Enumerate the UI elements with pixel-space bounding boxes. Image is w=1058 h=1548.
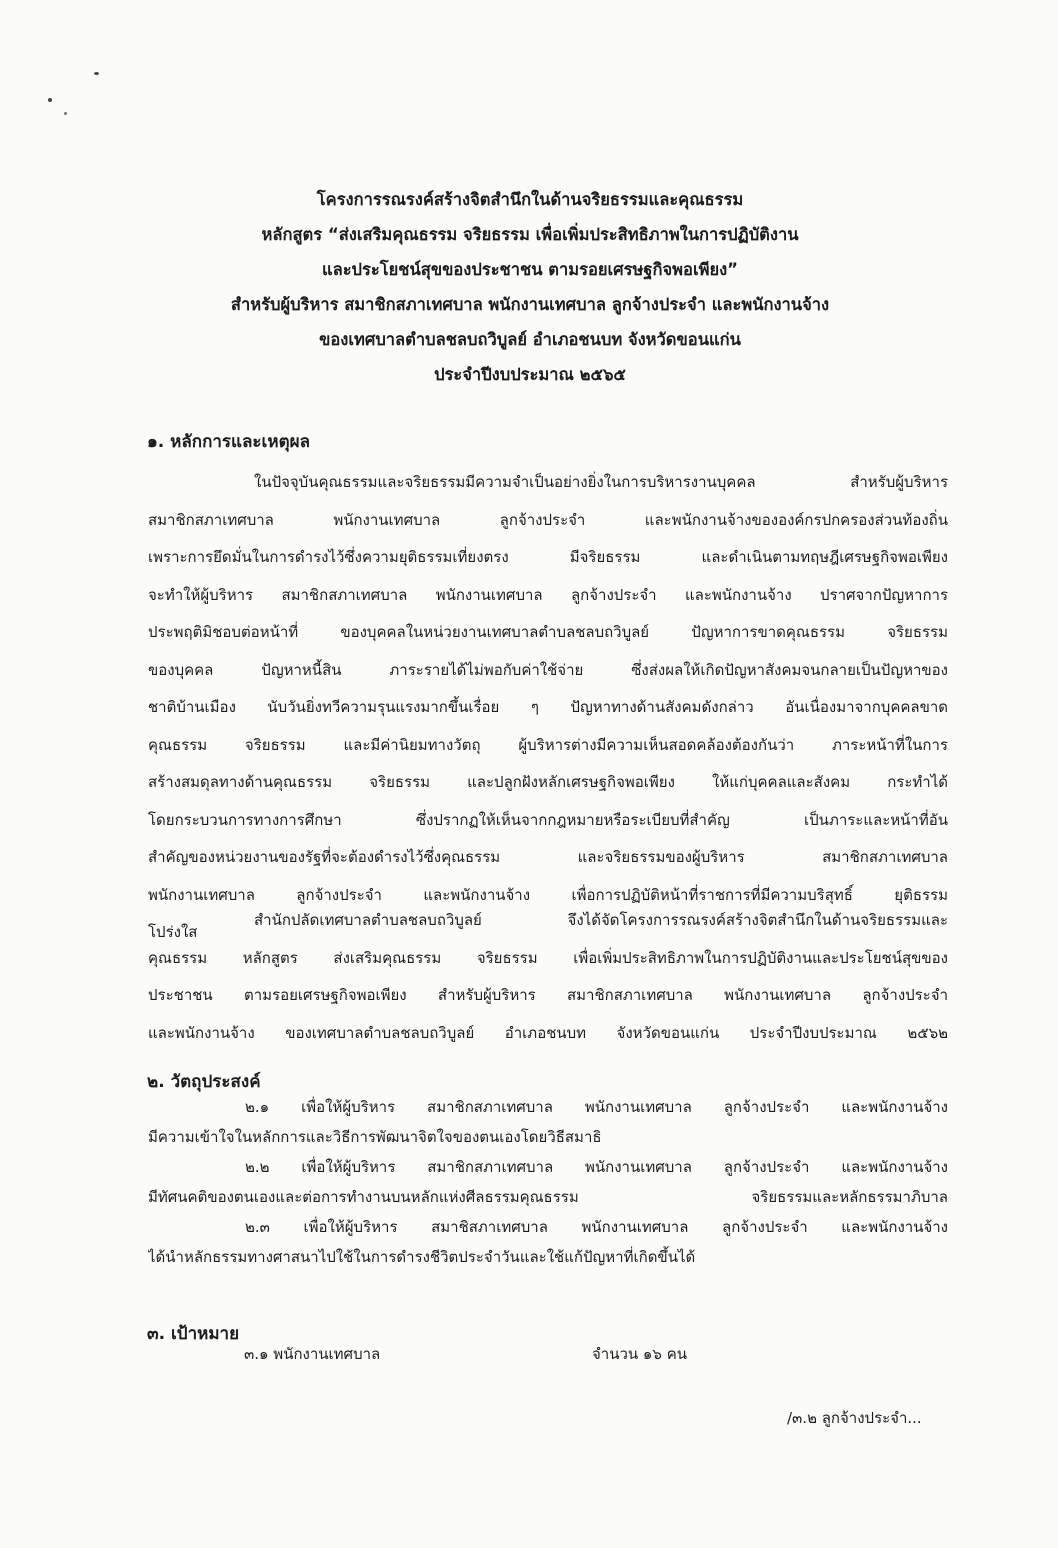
title-line: หลักสูตร “ส่งเสริมคุณธรรม จริยธรรม เพื่อเพิ่มประสิทธิภาพในการปฏิบัติงาน xyxy=(261,225,799,244)
section-heading-targets: ๓. เป้าหมาย xyxy=(147,1324,240,1344)
paragraph-line: พนักงานเทศบาล ลูกจ้างประจำ และพนักงานจ้าง เพื่อการปฏิบัติหน้าที่ราชการที่มีความบริสุทธิ์ ยุติธรรม xyxy=(148,885,948,904)
objective-line: ได้นำหลักธรรมทางศาสนาไปใช้ในการดำรงชีวิตประจำวันและใช้แก้ปัญหาที่เกิดขึ้นได้ xyxy=(148,1248,696,1266)
paragraph-line: ของบุคคล ปัญหาหนี้สิน ภาระรายได้ไม่พอกับค่าใช้จ่าย ซึ่งส่งผลให้เกิดปัญหาสังคมจนกลายเป็นปัญหาของ xyxy=(148,660,948,679)
objective-line: ๒.๒ เพื่อให้ผู้บริหาร สมาชิกสภาเทศบาล พนักงานเทศบาล ลูกจ้างประจำ และพนักงานจ้าง xyxy=(245,1158,948,1176)
section-heading-objectives: ๒. วัตถุประสงค์ xyxy=(147,1072,261,1092)
objective-line: มีทัศนคติของตนเองและต่อการทำงานบนหลักแห่งศีลธรรมคุณธรรม จริยธรรมและหลักธรรมาภิบาล xyxy=(148,1188,948,1206)
paragraph-line: สำคัญของหน่วยงานของรัฐที่จะต้องดำรงไว้ซึ่งคุณธรรม และจริยธรรมของผู้บริหาร สมาชิกสภาเทศบาล xyxy=(148,848,948,866)
paragraph-line: เพราะการยึดมั่นในการดำรงไว้ซึ่งความยุติธรรมเที่ยงตรง มีจริยธรรม และดำเนินตามทฤษฎีเศรษฐกิจพอเพียง xyxy=(148,548,948,566)
title-line: ประจำปีงบประมาณ ๒๕๖๕ xyxy=(434,365,626,384)
objectives-list xyxy=(148,1092,948,1272)
paragraph-line: ประชาชน ตามรอยเศรษฐกิจพอเพียง สำหรับผู้บริหาร สมาชิกสภาเทศบาล พนักงานเทศบาล ลูกจ้างประจำ xyxy=(148,986,948,1004)
target-item: ๓.๑ พนักงานเทศบาล xyxy=(244,1345,381,1363)
paragraph-line: ประพฤติมิชอบต่อหน้าที่ ของบุคคลในหน่วยงานเทศบาลตำบลชลบถวิบูลย์ ปัญหาการขาดคุณธรรม จริยธรรม xyxy=(148,623,948,641)
paragraph-line: ชาติบ้านเมือง นับวันยิ่งทวีความรุนแรงมากขึ้นเรื่อย ๆ ปัญหาทางด้านสังคมดังกล่าว อันเนื่องมาจากบุคคลขาด xyxy=(148,698,948,716)
objective-line: ๒.๑ เพื่อให้ผู้บริหาร สมาชิกสภาเทศบาล พนักงานเทศบาล ลูกจ้างประจำ และพนักงานจ้าง xyxy=(245,1098,948,1116)
title-line: ของเทศบาลตำบลชลบถวิบูลย์ อำเภอชนบท จังหวัดขอนแก่น xyxy=(319,330,741,349)
document-title xyxy=(130,182,930,392)
section-heading-principles: ๑. หลักการและเหตุผล xyxy=(147,432,310,452)
target-count: จำนวน ๑๖ คน xyxy=(592,1345,688,1363)
paragraph-line: สมาชิกสภาเทศบาล พนักงานเทศบาล ลูกจ้างประจำ และพนักงานจ้างขององค์กรปกครองส่วนท้องถิ่น xyxy=(148,510,948,529)
speck xyxy=(64,112,67,115)
paragraph-line: ในปัจจุบันคุณธรรมและจริยธรรมมีความจำเป็นอย่างยิ่งในการบริหารงานบุคคล สำหรับผู้บริหาร xyxy=(254,473,948,491)
objective-line: ๒.๓ เพื่อให้ผู้บริหาร สมาชิสภาเทศบาล พนักงานเทศบาล ลูกจ้างประจำ และพนักงานจ้าง xyxy=(245,1218,948,1236)
title-line: และประโยชน์สุขของประชาชน ตามรอยเศรษฐกิจพอเพียง” xyxy=(321,260,739,279)
paragraph-line: สร้างสมดุลทางด้านคุณธรรม จริยธรรม และปลูกฝังหลักเศรษฐกิจพอเพียง ให้แก่บุคคลและสังคม กระทำได้ xyxy=(148,773,948,791)
principles-paragraph-1 xyxy=(148,464,948,952)
paragraph-line: โดยกระบวนการทางการศึกษา ซึ่งปรากฏให้เห็นจากกฎหมายหรือระเบียบที่สำคัญ เป็นภาระและหน้าที่อัน xyxy=(148,810,948,829)
objective-line: มีความเข้าใจในหลักการและวิธีการพัฒนาจิตใจของตนเองโดยวิธีสมาธิ xyxy=(148,1128,602,1146)
paragraph-line: คุณธรรม จริยธรรม และมีค่านิยมทางวัตถุ ผู้บริหารต่างมีความเห็นสอดคล้องต้องกันว่า ภาระหน้าที่ในการ xyxy=(148,735,948,754)
paragraph-line: โปร่งใส xyxy=(148,923,198,941)
title-line: สำหรับผู้บริหาร สมาชิกสภาเทศบาล พนักงานเทศบาล ลูกจ้างประจำ และพนักงานจ้าง xyxy=(230,295,830,314)
speck xyxy=(94,72,99,75)
paragraph-line: คุณธรรม หลักสูตร ส่งเสริมคุณธรรม จริยธรรม เพื่อเพิ่มประสิทธิภาพในการปฏิบัติงานและประโยชน์สุขของ xyxy=(148,948,948,967)
next-page-continuation: /๓.๒ ลูกจ้างประจำ... xyxy=(787,1409,922,1427)
paragraph-line: สำนักปลัดเทศบาลตำบลชลบถวิบูลย์ จึงได้จัดโครงการรณรงค์สร้างจิตสำนึกในด้านจริยธรรมและ xyxy=(254,911,948,929)
paragraph-line: จะทำให้ผู้บริหาร สมาชิกสภาเทศบาล พนักงานเทศบาล ลูกจ้างประจำ และพนักงานจ้าง ปราศจากปัญหาการ xyxy=(148,585,948,604)
title-line: โครงการรณรงค์สร้างจิตสำนึกในด้านจริยธรรมและคุณธรรม xyxy=(316,190,744,209)
principles-paragraph-2 xyxy=(148,902,948,1052)
speck xyxy=(48,98,52,102)
paragraph-line: และพนักงานจ้าง ของเทศบาลตำบลชลบถวิบูลย์ อำเภอชนบท จังหวัดขอนแก่น ประจำปีงบประมาณ ๒๕๖๒ xyxy=(148,1023,948,1042)
